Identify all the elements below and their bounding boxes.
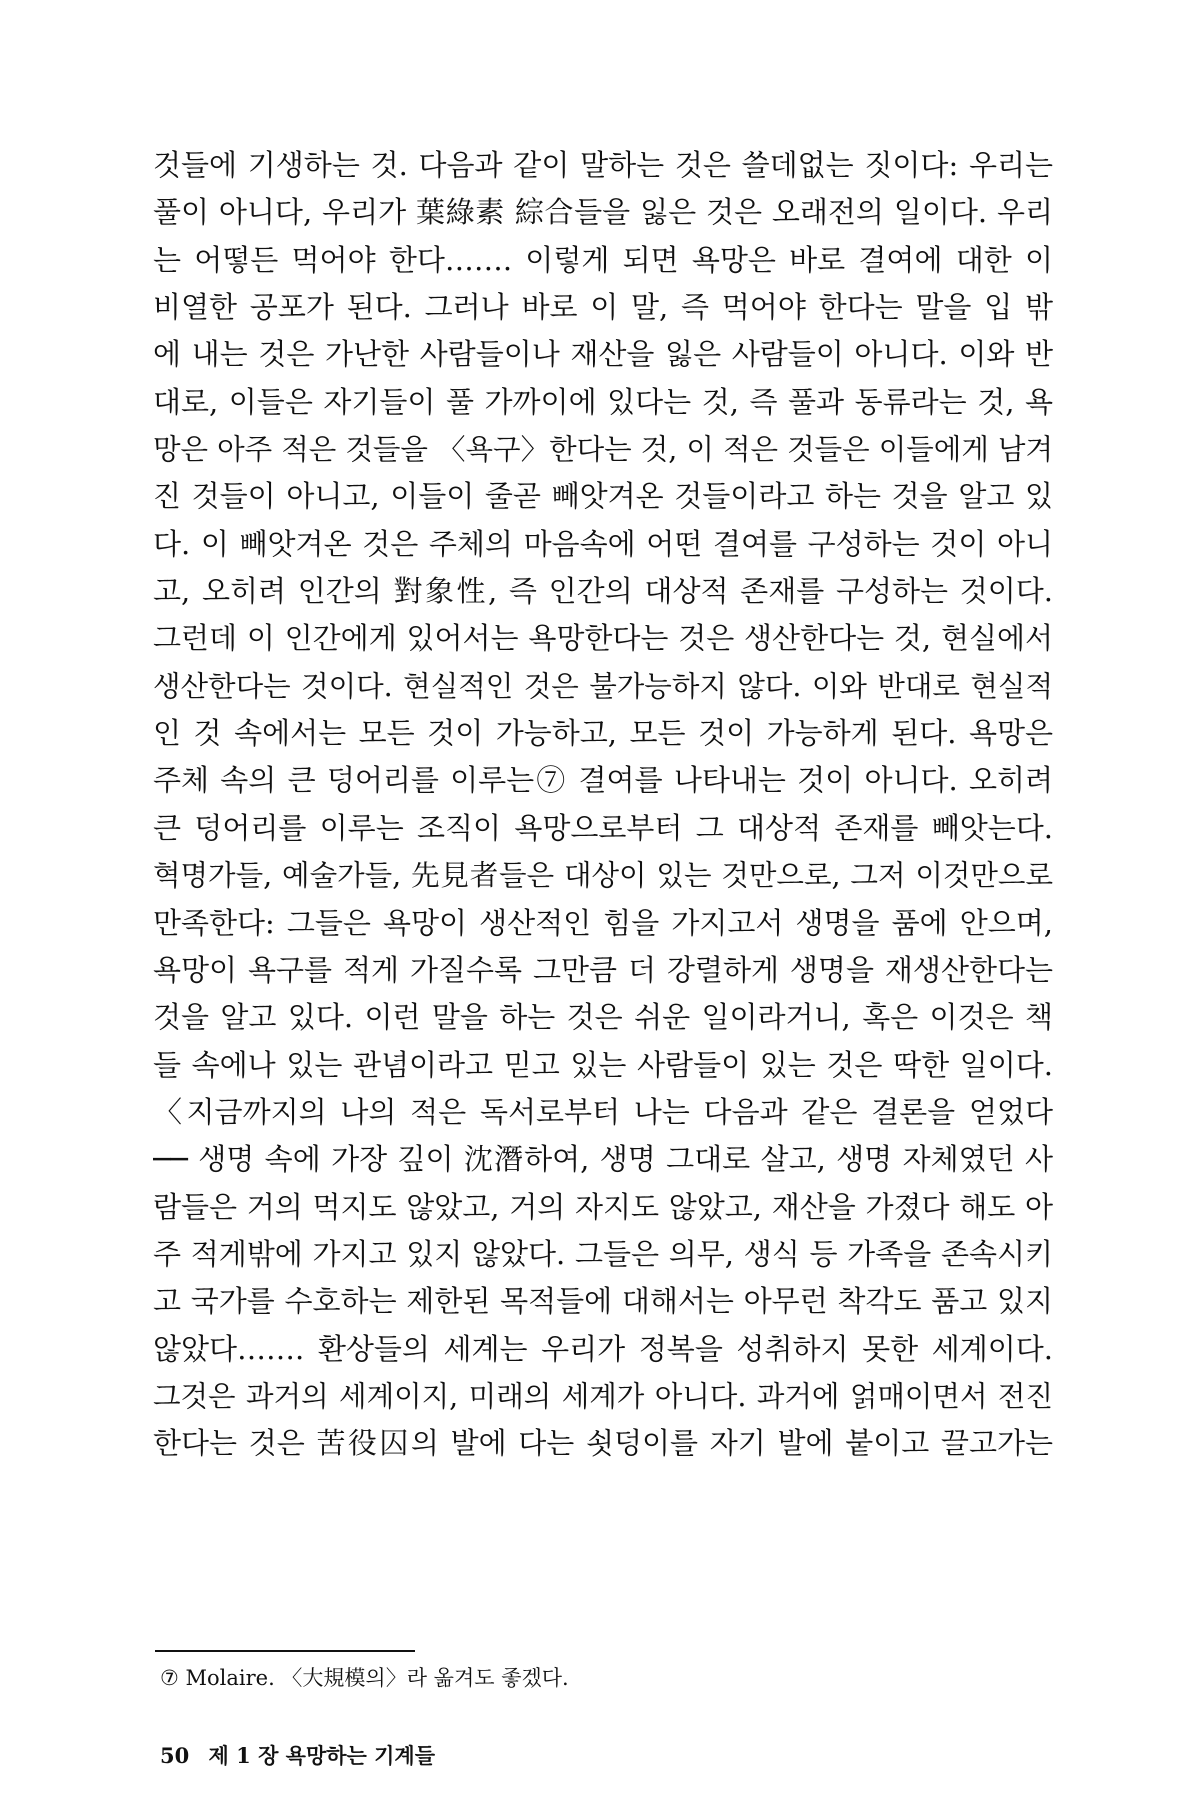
- text-line: 주 적게밖에 가지고 있지 않았다. 그들은 의무, 생식 등 가족을 존속시키: [153, 1236, 1053, 1271]
- text-line: 한다는 것은 苦役囚의 발에 다는 쇳덩이를 자기 발에 붙이고 끌고가는: [153, 1426, 1053, 1461]
- text-line: 인 것 속에서는 모든 것이 가능하고, 모든 것이 가능하게 된다. 욕망은: [153, 716, 1053, 751]
- body-text: [153, 142, 1053, 1468]
- text-line: 비열한 공포가 된다. 그러나 바로 이 말, 즉 먹어야 한다는 말을 입 밖: [153, 290, 1053, 325]
- text-line: 혁명가들, 예술가들, 先見者들은 대상이 있는 것만으로, 그저 이것만으로: [153, 859, 1053, 893]
- text-line: 고, 오히려 인간의 對象性, 즉 인간의 대상적 존재를 구성하는 것이다.: [153, 574, 1053, 609]
- text-line: 것을 알고 있다. 이런 말을 하는 것은 쉬운 일이라거니, 혹은 이것은 책: [153, 1000, 1053, 1035]
- text-line: 만족한다: 그들은 욕망이 생산적인 힘을 가지고서 생명을 품에 안으며,: [153, 905, 1053, 940]
- text-line: 풀이 아니다, 우리가 葉綠素 綜合들을 잃은 것은 오래전의 일이다. 우리: [153, 195, 1053, 230]
- text-line: 큰 덩어리를 이루는 조직이 욕망으로부터 그 대상적 존재를 빼앗는다.: [153, 810, 1053, 845]
- chapter-title: 제 1 장 욕망하는 기계들: [208, 1743, 435, 1768]
- text-line: ── 생명 속에 가장 깊이 沈潛하여, 생명 그대로 살고, 생명 자체였던 사: [153, 1142, 1053, 1177]
- text-line: 그것은 과거의 세계이지, 미래의 세계가 아니다. 과거에 얽매이면서 전진: [153, 1379, 1053, 1413]
- footnote: ⑦ Molaire. 〈大規模의〉라 옮겨도 좋겠다.: [160, 1666, 569, 1690]
- text-line: 대로, 이들은 자기들이 풀 가까이에 있다는 것, 즉 풀과 동류라는 것, 욕: [153, 384, 1053, 419]
- text-line: 〈지금까지의 나의 적은 독서로부터 나는 다음과 같은 결론을 얻었다: [153, 1094, 1053, 1129]
- text-line: 것들에 기생하는 것. 다음과 같이 말하는 것은 쓸데없는 짓이다: 우리는: [153, 148, 1053, 182]
- text-line: 들 속에나 있는 관념이라고 믿고 있는 사람들이 있는 것은 딱한 일이다.: [153, 1047, 1053, 1082]
- text-line: 다. 이 빼앗겨온 것은 주체의 마음속에 어떤 결여를 구성하는 것이 아니: [153, 526, 1053, 561]
- text-line: 주체 속의 큰 덩어리를 이루는⑦ 결여를 나타내는 것이 아니다. 오히려: [153, 763, 1053, 798]
- text-line: 진 것들이 아니고, 이들이 줄곧 빼앗겨온 것들이라고 하는 것을 알고 있: [153, 479, 1053, 514]
- text-line: 그런데 이 인간에게 있어서는 욕망한다는 것은 생산한다는 것, 현실에서: [153, 621, 1053, 656]
- text-line: 에 내는 것은 가난한 사람들이나 재산을 잃은 사람들이 아니다. 이와 반: [153, 337, 1053, 372]
- text-line: 생산한다는 것이다. 현실적인 것은 불가능하지 않다. 이와 반대로 현실적: [153, 669, 1053, 703]
- page-footer: [160, 1738, 760, 1774]
- text-line: 않았다……. 환상들의 세계는 우리가 정복을 성취하지 못한 세계이다.: [153, 1331, 1053, 1366]
- footnote-divider: [155, 1650, 415, 1652]
- text-line: 람들은 거의 먹지도 않았고, 거의 자지도 않았고, 재산을 가졌다 해도 아: [153, 1189, 1053, 1224]
- text-line: 욕망이 욕구를 적게 가질수록 그만큼 더 강렬하게 생명을 재생산한다는: [153, 952, 1053, 987]
- text-line: 망은 아주 적은 것들을 〈욕구〉한다는 것, 이 적은 것들은 이들에게 남겨: [153, 433, 1053, 467]
- text-line: 는 어떻든 먹어야 한다……. 이렇게 되면 욕망은 바로 결여에 대한 이: [153, 242, 1053, 277]
- page-number: 50: [160, 1743, 190, 1768]
- text-line: 고 국가를 수호하는 제한된 목적들에 대해서는 아무런 착각도 품고 있지: [153, 1284, 1053, 1319]
